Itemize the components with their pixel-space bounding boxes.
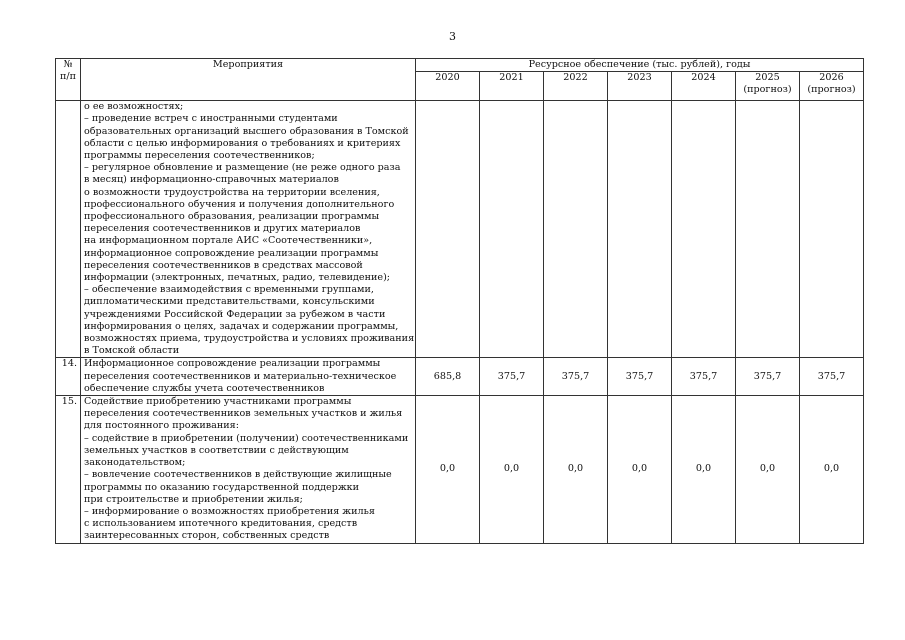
text-line: законодательством;	[84, 457, 186, 469]
header-num: № п/п	[56, 59, 81, 101]
table-row	[56, 396, 864, 543]
text-line: образовательных организаций высшего образования в Томской	[84, 125, 409, 137]
value-cell	[736, 101, 800, 358]
header-year-2021: 2021	[480, 72, 544, 101]
text-line: учреждениями Российской Федерации за рубежом в части	[84, 308, 386, 320]
value-cell: 375,7	[608, 358, 672, 396]
value-cell	[416, 101, 480, 358]
value-cell: 0,0	[480, 396, 544, 543]
value-cell: 375,7	[480, 358, 544, 396]
row-measure-text	[81, 101, 416, 358]
value-cell: 375,7	[736, 358, 800, 396]
text-line: Содействие приобретению участниками программы	[84, 396, 352, 408]
text-line: информирования о целях, задачах и содержании программы,	[84, 320, 399, 332]
table-row	[56, 101, 864, 358]
resource-table	[55, 58, 864, 544]
text-line: переселения соотечественников земельных участков и жилья	[84, 408, 403, 420]
header-year-2024: 2024	[672, 72, 736, 101]
text-line: заинтересованных сторон, собственных средств	[84, 530, 330, 542]
header-year-2022: 2022	[544, 72, 608, 101]
text-line: при строительстве и приобретении жилья;	[84, 493, 303, 505]
value-cell: 375,7	[800, 358, 864, 396]
text-line: профессионального обучения и получения дополнительного	[84, 198, 395, 210]
value-cell	[544, 101, 608, 358]
value-cell	[480, 101, 544, 358]
text-line: переселения соотечественников и материально-техническое	[84, 370, 397, 382]
text-line: информационное сопровождение реализации программы	[84, 247, 379, 259]
value-cell	[608, 101, 672, 358]
text-line: – проведение встреч с иностранными студентами	[84, 113, 338, 125]
text-line: с использованием ипотечного кредитования, средств	[84, 518, 358, 530]
header-year-2025: 2025 (прогноз)	[736, 72, 800, 101]
value-cell: 0,0	[608, 396, 672, 543]
text-line: о ее возможностях;	[84, 101, 184, 113]
text-line: программы переселения соотечественников;	[84, 150, 315, 162]
text-line: переселения соотечественников в средствах массовой	[84, 259, 363, 271]
text-line: – информирование о возможностях приобретения жилья	[84, 505, 375, 517]
header-year-2026: 2026 (прогноз)	[800, 72, 864, 101]
value-cell: 0,0	[416, 396, 480, 543]
text-line: – содействие в приобретении (получении) соотечественниками	[84, 432, 409, 444]
text-line: информации (электронных, печатных, радио, телевидение);	[84, 272, 391, 284]
text-line: переселения соотечественников и других материалов	[84, 223, 361, 235]
text-line: программы по оказанию государственной поддержки	[84, 481, 360, 493]
value-cell	[800, 101, 864, 358]
value-cell: 0,0	[544, 396, 608, 543]
header-resource-title: Ресурсное обеспечение (тыс. рублей), годы	[416, 59, 864, 72]
header-year-2020: 2020	[416, 72, 480, 101]
text-line: – вовлечение соотечественников в действующие жилищные	[84, 469, 392, 481]
row-measure-text	[81, 396, 416, 543]
header-measures: Мероприятия	[81, 59, 416, 101]
text-line: – обеспечение взаимодействия с временными группами,	[84, 284, 374, 296]
text-line: возможностях приема, трудоустройства и условиях проживания	[84, 333, 415, 345]
value-cell: 375,7	[544, 358, 608, 396]
text-line: о возможности трудоустройства на территории вселения,	[84, 186, 380, 198]
text-line: области с целью информирования о требованиях и критериях	[84, 137, 401, 149]
table-row	[56, 358, 864, 396]
text-line: на информационном портале АИС «Соотечественники»,	[84, 235, 373, 247]
page-number: 3	[449, 30, 456, 43]
value-cell: 0,0	[672, 396, 736, 543]
text-line: – регулярное обновление и размещение (не реже одного раза	[84, 162, 401, 174]
value-cell: 685,8	[416, 358, 480, 396]
row-number: 15.	[56, 396, 81, 543]
text-line: земельных участков в соответствии с действующим	[84, 444, 349, 456]
text-line: для постоянного проживания:	[84, 420, 239, 432]
text-line: Информационное сопровождение реализации программы	[84, 358, 381, 370]
text-line: в месяц) информационно-справочных материалов	[84, 174, 339, 186]
row-number: 14.	[56, 358, 81, 396]
header-year-2023: 2023	[608, 72, 672, 101]
text-line: дипломатическими представительствами, консульскими	[84, 296, 375, 308]
text-line: профессионального образования, реализации программы	[84, 211, 380, 223]
value-cell	[672, 101, 736, 358]
value-cell: 375,7	[672, 358, 736, 396]
row-number	[56, 101, 81, 358]
text-line: в Томской области	[84, 345, 180, 357]
row-measure-text	[81, 358, 416, 396]
value-cell: 0,0	[736, 396, 800, 543]
value-cell: 0,0	[800, 396, 864, 543]
text-line: обеспечение службы учета соотечественников	[84, 382, 325, 394]
